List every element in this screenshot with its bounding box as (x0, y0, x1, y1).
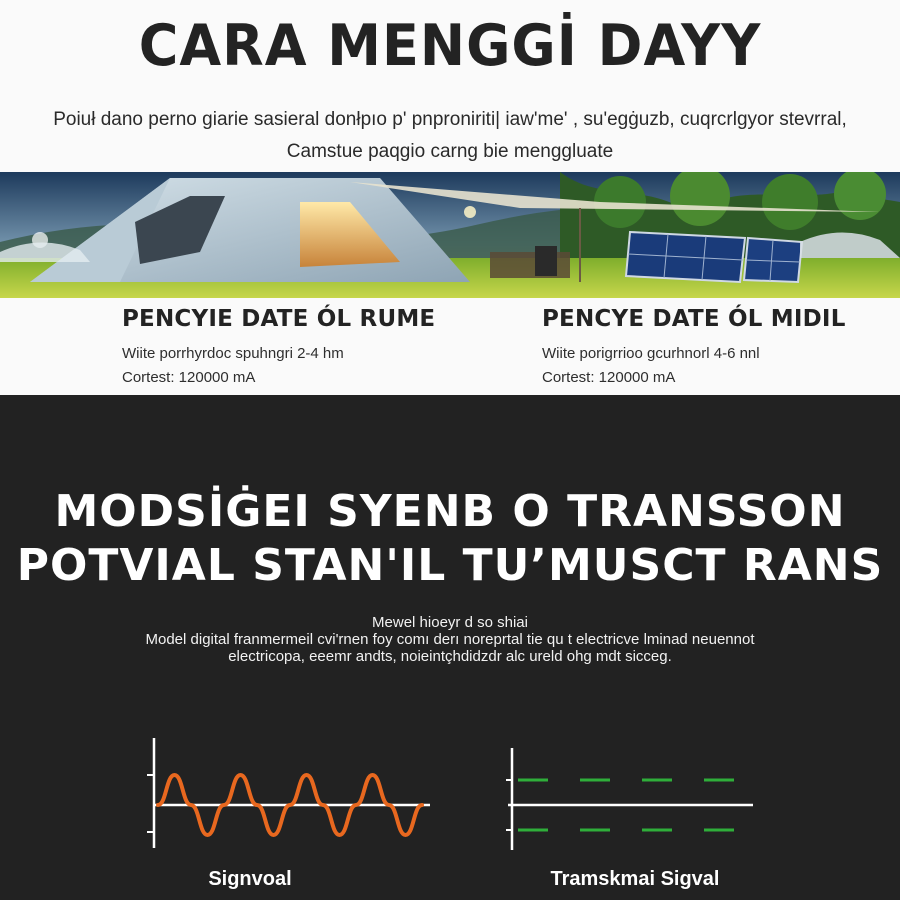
headline-line: MODSİĠEI SYENB O TRANSSON (54, 486, 846, 537)
solar-panel (626, 232, 745, 282)
description-line: Mewel hioeyr d so shiai (372, 614, 528, 631)
chart-label-transmission: Tramskmai Sigval (550, 868, 720, 890)
spec-title: PENCYIE DATE ÓL RUME (122, 306, 436, 332)
headline-line: POTVIAL STAN'IL TU’MUSCT RANS (16, 540, 884, 591)
analog-signal-chart (140, 730, 440, 850)
hero-section (0, 0, 900, 395)
description-line: Model digital franmermeil cvi'rnen foy comı derı noreprtal tie qu t electricve lminad neuennot (145, 631, 755, 648)
section-description (40, 614, 860, 665)
spec-detail: Wiite porrhyrdoc spuhngri 2-4 hm (122, 345, 344, 362)
digital-signal-chart (498, 730, 768, 850)
spec-detail: Cortest: 120000 mA (122, 369, 256, 386)
page-title: CARA MENGGİ DAYY (138, 12, 762, 79)
subtitle-line: Poiuł dano perno giarie sasieral donłpıo p' pnproniriti| iaw'me' , su'egġuzb, cuqrcrlgyor stevrral, (53, 109, 847, 130)
spec-card-left (122, 306, 502, 390)
solar-panel (744, 238, 802, 282)
signal-section (0, 395, 900, 900)
spec-card-right (542, 306, 900, 390)
camping-scene-illustration (0, 172, 900, 298)
subtitle-line: Camstue paqgio carng bie menggluate (286, 141, 614, 162)
spec-detail: Cortest: 120000 mA (542, 369, 676, 386)
spec-title: PENCYE DATE ÓL MIDIL (542, 306, 846, 332)
spec-detail: Wiite porigrrioo gcurhnorl 4-6 nnl (542, 345, 760, 362)
section-headline (0, 485, 900, 593)
camping-banner-image (0, 172, 900, 298)
page-subtitle (30, 104, 870, 168)
chart-label-signal: Signvoal (208, 868, 292, 890)
description-line: electricopa, eeemr andts, noieintçhdidzdr alc ureld ohg mdt sicceg. (228, 648, 672, 665)
